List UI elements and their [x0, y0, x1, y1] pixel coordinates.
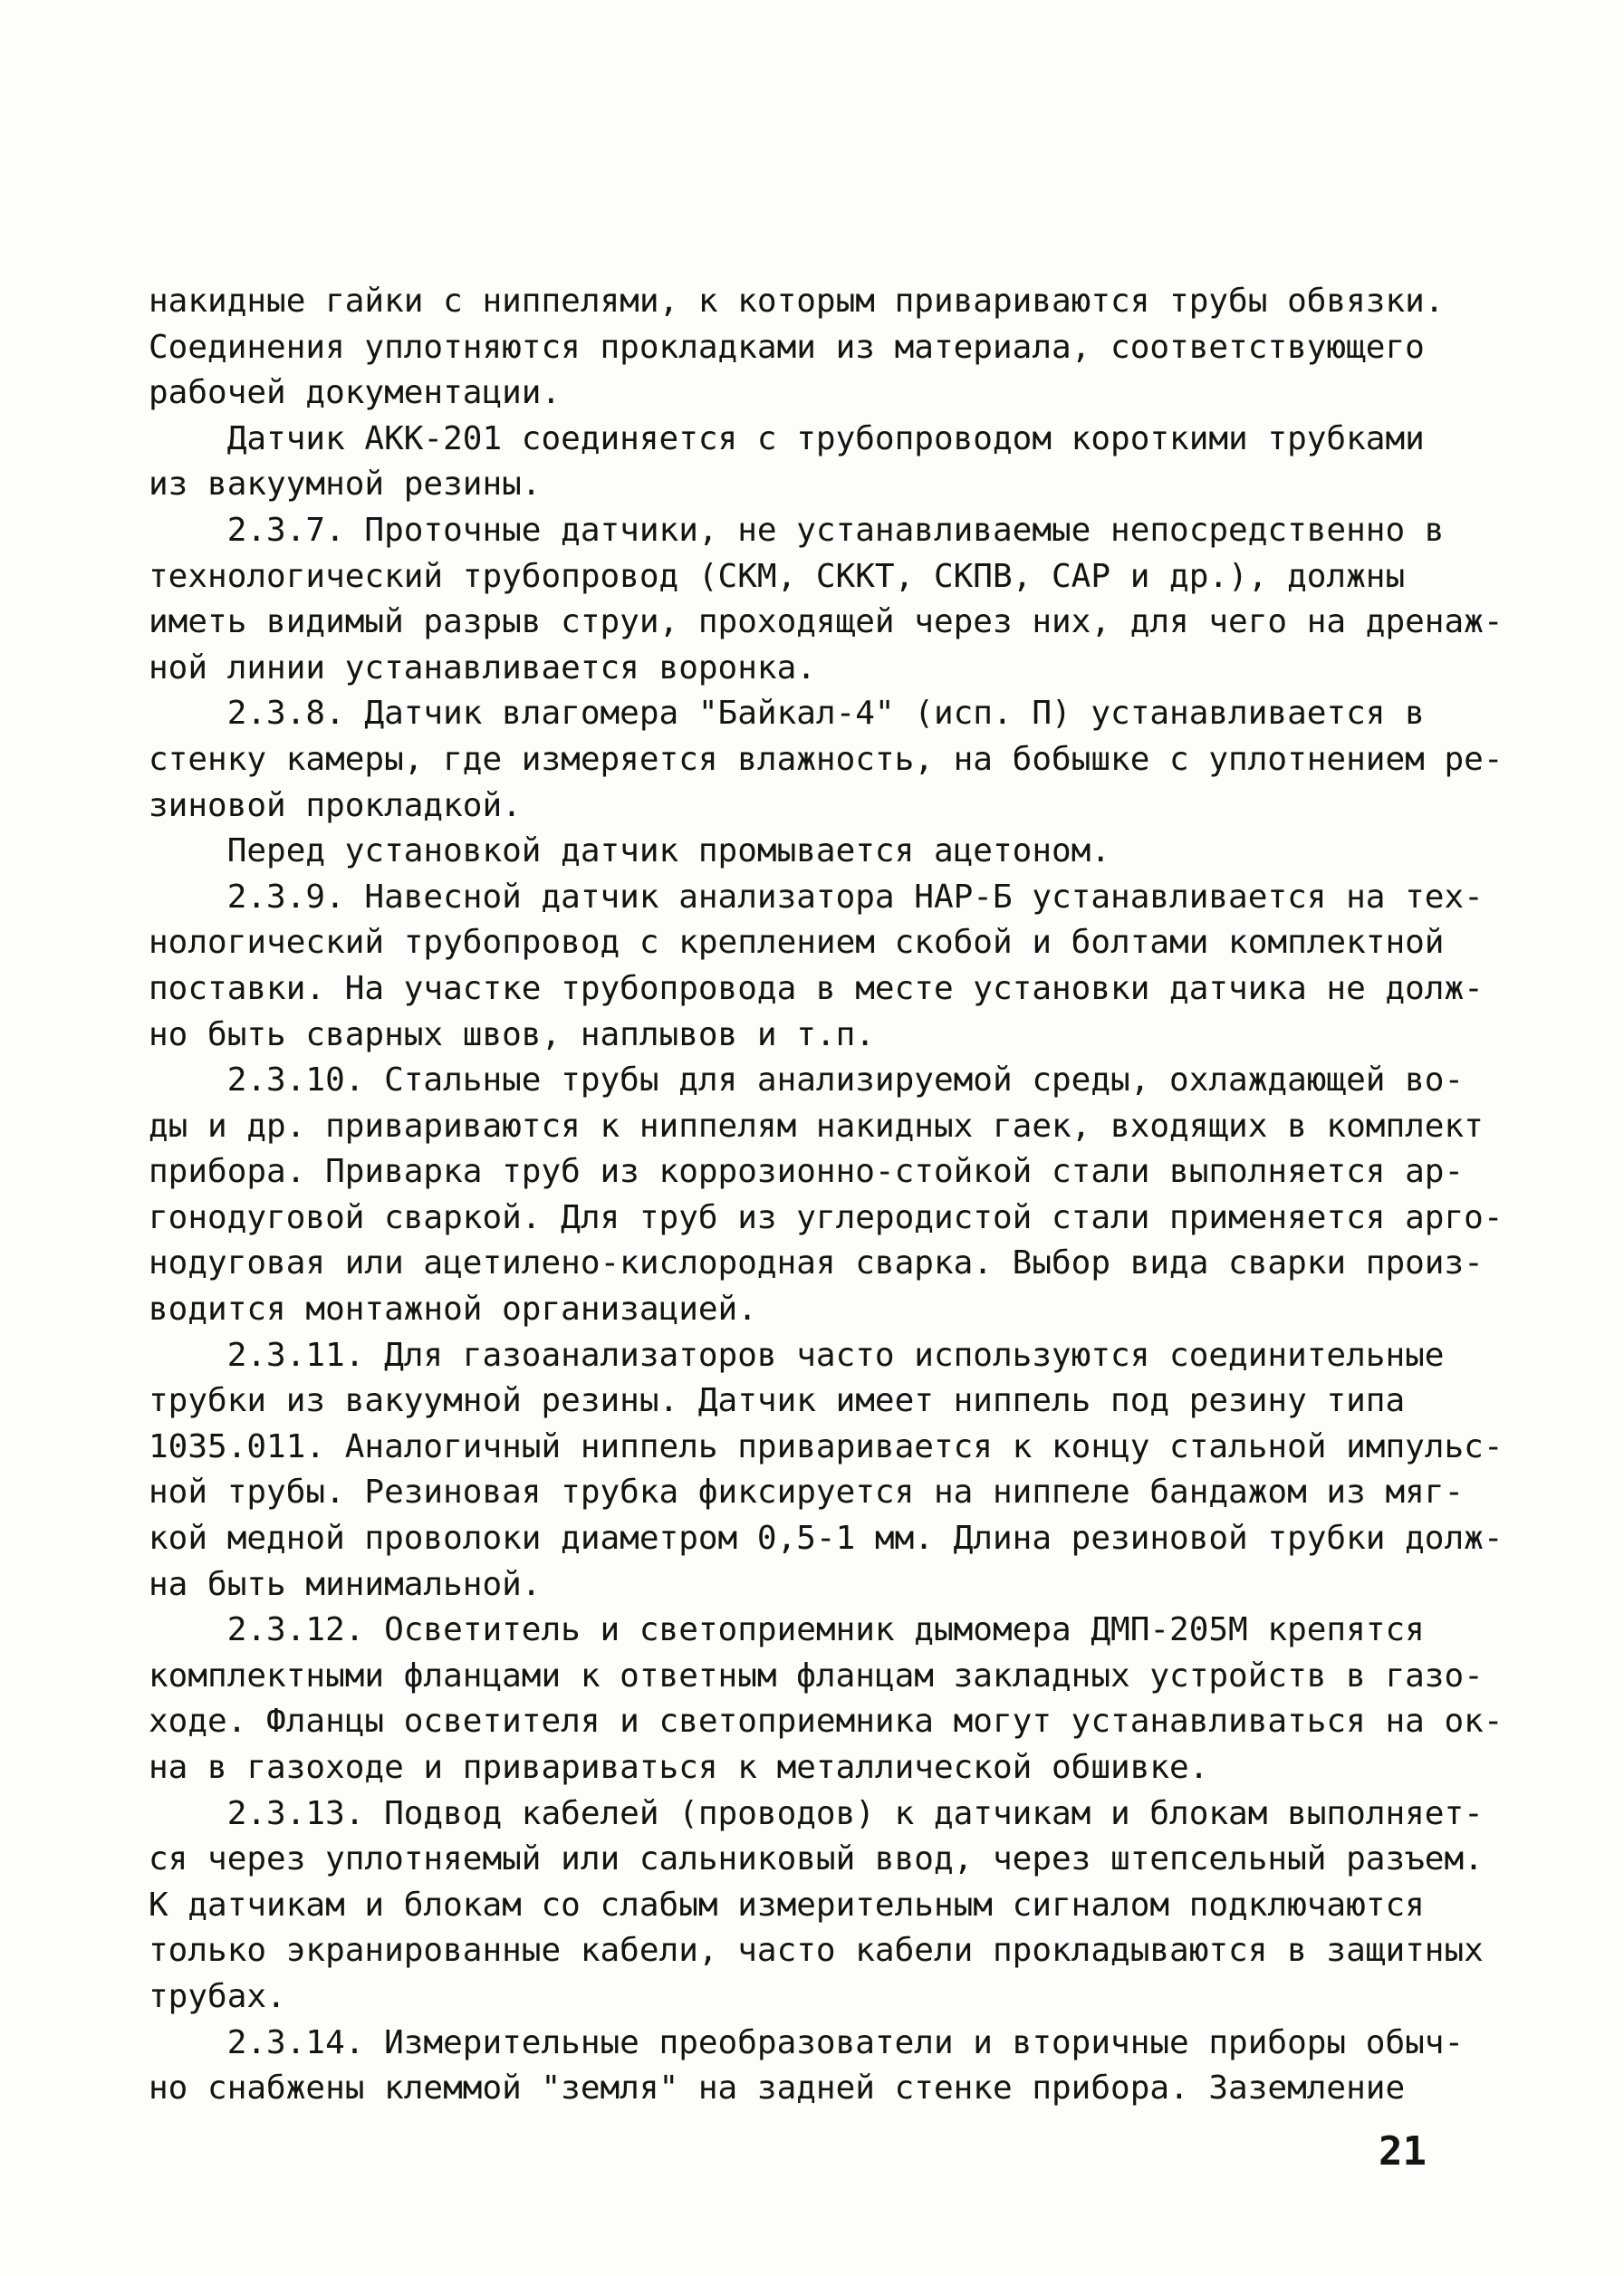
- text-line: гонодуговой сваркой. Для труб из углеродистой стали применяется арго-: [149, 1198, 1504, 1236]
- text-line: на быть минимальной.: [149, 1565, 542, 1603]
- text-line: поставки. На участке трубопровода в месте установки датчика не долж-: [149, 969, 1484, 1007]
- text-line: Датчик АКК-201 соединяется с трубопроводом короткими трубками: [149, 419, 1425, 457]
- body-text: [149, 279, 1504, 2112]
- text-line: на в газоходе и привариваться к металлической обшивке.: [149, 1749, 1209, 1786]
- text-line: 2.3.12. Осветитель и светоприемник дымомера ДМП-205М крепятся: [149, 1611, 1425, 1649]
- text-line: 2.3.14. Измерительные преобразователи и вторичные приборы обыч-: [149, 2023, 1465, 2061]
- text-line: 2.3.13. Подвод кабелей (проводов) к датчикам и блокам выполняет-: [149, 1794, 1484, 1832]
- text-line: ной трубы. Резиновая трубка фиксируется на ниппеле бандажом из мяг-: [149, 1474, 1465, 1512]
- text-line: К датчикам и блокам со слабым измерительным сигналом подключаются: [149, 1886, 1425, 1924]
- text-line: ды и др. привариваются к ниппелям накидных гаек, входящих в комплект: [149, 1107, 1484, 1145]
- text-line: 2.3.9. Навесной датчик анализатора НАР-Б устанавливается на тех-: [149, 878, 1484, 916]
- text-line: нологический трубопровод с креплением скобой и болтами комплектной: [149, 924, 1445, 962]
- text-line: ся через уплотняемый или сальниковый ввод, через штепсельный разъем.: [149, 1840, 1484, 1878]
- text-line: рабочей документации.: [149, 374, 562, 412]
- text-line: накидные гайки с ниппелями, к которым привариваются трубы обвязки.: [149, 283, 1445, 320]
- text-line: 2.3.11. Для газоанализаторов часто используются соединительные: [149, 1336, 1445, 1374]
- text-line: ной линии устанавливается воронка.: [149, 648, 816, 687]
- text-line: водится монтажной организацией.: [149, 1291, 757, 1329]
- text-line: только экранированные кабели, часто кабели прокладываются в защитных: [149, 1932, 1484, 1970]
- text-line: комплектными фланцами к ответным фланцам закладных устройств в газо-: [149, 1657, 1484, 1695]
- text-line: трубки из вакуумной резины. Датчик имеет ниппель под резину типа: [149, 1382, 1406, 1420]
- text-line: трубах.: [149, 1977, 286, 2015]
- text-line: 1035.011. Аналогичный ниппель приваривается к концу стальной импульс-: [149, 1427, 1504, 1465]
- text-line: кой медной проволоки диаметром 0,5-1 мм. Длина резиновой трубки долж-: [149, 1520, 1504, 1558]
- text-line: технологический трубопровод (СКМ, СККТ, СКПВ, САР и др.), должны: [149, 557, 1406, 595]
- text-line: стенку камеры, где измеряется влажность, на бобышке с уплотнением ре-: [149, 740, 1504, 778]
- text-line: иметь видимый разрыв струи, проходящей через них, для чего на дренаж-: [149, 603, 1504, 641]
- text-line: ходе. Фланцы осветителя и светоприемника могут устанавливаться на ок-: [149, 1703, 1504, 1741]
- text-line: Соединения уплотняются прокладками из материала, соответствующего: [149, 328, 1425, 366]
- text-line: но быть сварных швов, наплывов и т.п.: [149, 1015, 875, 1053]
- text-line: зиновой прокладкой.: [149, 786, 522, 824]
- text-line: Перед установкой датчик промывается ацетоном.: [149, 832, 1111, 870]
- text-line: 2.3.7. Проточные датчики, не устанавливаемые непосредственно в: [149, 511, 1445, 549]
- text-line: 2.3.8. Датчик влагомера "Байкал-4" (исп. П) устанавливается в: [149, 695, 1425, 733]
- text-line: но снабжены клеммой "земля" на задней стенке прибора. Заземление: [149, 2070, 1406, 2108]
- page-number: 21: [1379, 2128, 1427, 2175]
- text-line: прибора. Приварка труб из коррозионно-стойкой стали выполняется ар-: [149, 1153, 1465, 1191]
- text-line: 2.3.10. Стальные трубы для анализируемой среды, охлаждающей во-: [149, 1061, 1465, 1100]
- text-line: нодуговая или ацетилено-кислородная сварка. Выбор вида сварки произ-: [149, 1244, 1484, 1282]
- text-line: из вакуумной резины.: [149, 466, 542, 504]
